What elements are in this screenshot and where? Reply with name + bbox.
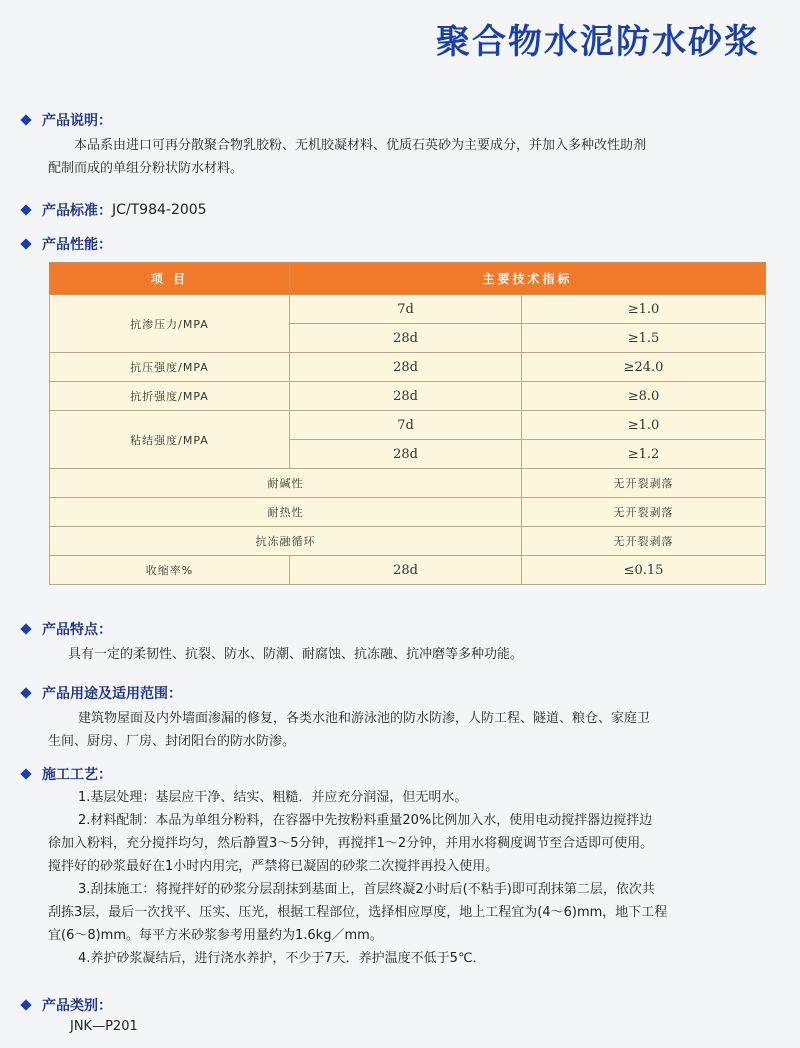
table-row: 耐碱性 无开裂剥落: [50, 469, 766, 498]
table-row: 收缩率% 28d ≤0.15: [50, 556, 766, 585]
table-row: 抗冻融循环 无开裂剥落: [50, 527, 766, 556]
col-spec-header: 主要技术指标: [290, 263, 766, 295]
standard-heading: 产品标准： JC/T984-2005: [22, 200, 207, 220]
features-text: 具有一定的柔韧性、抗裂、防水、防潮、耐腐蚀、抗冻融、抗冲磨等多种功能。: [68, 647, 524, 662]
process-text: 1.基层处理：基层应干净、结实、粗糙．并应充分润湿，但无明水。 2.材料配制：本品为单组分粉料，在容器中先按粉料重量20%比例加入水，使用电动搅拌器边搅拌边 徐加入粉料，充分搅拌均匀，然后静置3～5分钟，再搅拌1～2分钟，并用水将稠度调节至合适即可使用。 搅拌好的砂浆最好在1小时内用完，严禁将已凝固的砂浆二次搅拌再投入使用。 3.刮抹施工：将搅拌好的砂浆分层刮抹到基面上，首层终凝2小时后(不粘手)即可刮抹第二层，依次共 刮拣3层，最后一次找平、压实、压光，根据工程部位，选择相应厚度，地上工程宜为(4～6)mm，地下工程 宜(6～8)mm。每平方米砂浆参考用量约为1.6kg／mm。 4.养护砂浆凝结后，进行浇水养护，不少于7天．养护温度不低于5℃．: [48, 790, 668, 966]
standard-value: JC/T984-2005: [112, 202, 207, 218]
table-header-row: [50, 263, 766, 295]
performance-heading: 产品性能：: [22, 234, 112, 254]
diamond-bullet-icon: [20, 238, 31, 249]
diamond-bullet-icon: [20, 687, 31, 698]
table-row: 28d ≥1.2: [50, 440, 766, 469]
table-row: 粘结强度/MPA 7d ≥1.0: [50, 411, 766, 440]
col-item-header: 项 目: [50, 263, 290, 295]
category-heading: 产品类别：: [22, 995, 112, 1015]
table-row: 抗折强度/MPA 28d ≥8.0: [50, 382, 766, 411]
diamond-bullet-icon: [20, 768, 31, 779]
process-heading: 施工工艺：: [22, 764, 112, 784]
table-row: 抗压强度/MPA 28d ≥24.0: [50, 353, 766, 382]
description-text: 本品系由进口可再分散聚合物乳胶粉、无机胶凝材料、优质石英砂为主要成分，并加入多种改性助剂 配制而成的单组分粉状防水材料。: [48, 138, 647, 176]
performance-table: [49, 262, 766, 585]
table-row: 耐热性 无开裂剥落: [50, 498, 766, 527]
table-row: 抗渗压力/MPA 7d ≥1.0: [50, 295, 766, 324]
features-heading: 产品特点：: [22, 619, 112, 639]
table-row: 28d ≥1.5: [50, 324, 766, 353]
category-code: JNK—P201: [70, 1019, 138, 1034]
diamond-bullet-icon: [20, 623, 31, 634]
description-heading: 产品说明：: [22, 110, 112, 130]
diamond-bullet-icon: [20, 999, 31, 1010]
diamond-bullet-icon: [20, 114, 31, 125]
page-title: 聚合物水泥防水砂浆: [436, 22, 760, 62]
diamond-bullet-icon: [20, 204, 31, 215]
usage-text: 建筑物屋面及内外墙面渗漏的修复，各类水池和游泳池的防水防渗，人防工程、隧道、粮仓、家庭卫 生间、厨房、厂房、封闭阳台的防水防渗。: [48, 711, 651, 749]
usage-heading: 产品用途及适用范围：: [22, 683, 182, 703]
